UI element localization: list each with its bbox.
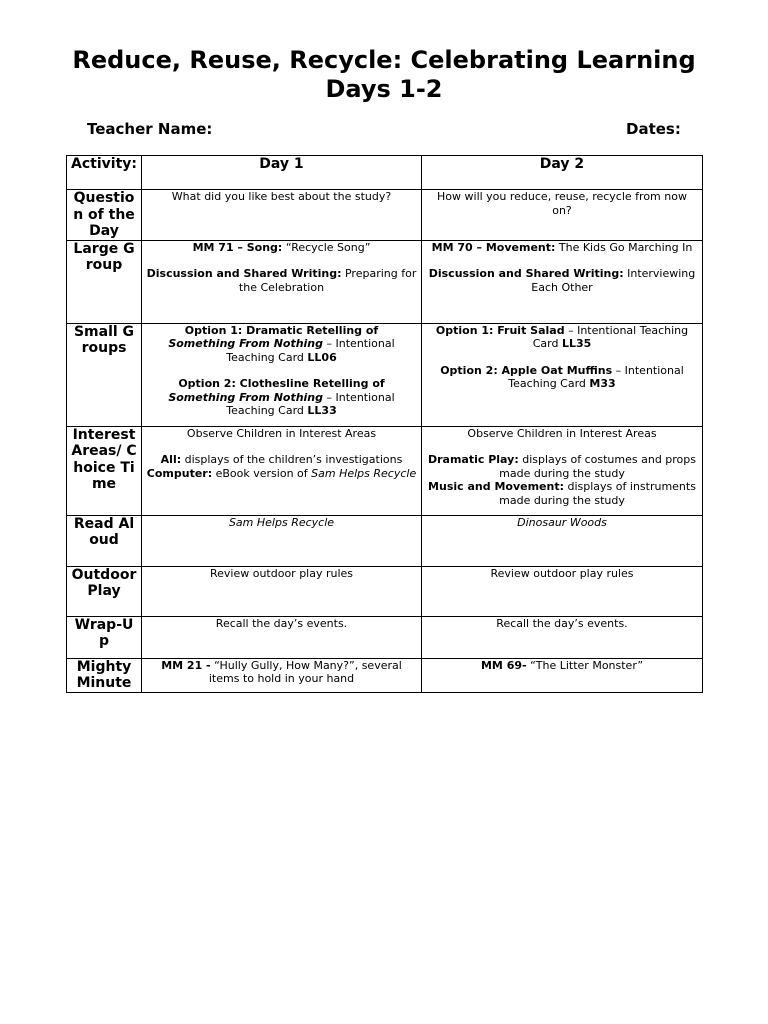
column-header-day-1: Day 1 — [142, 156, 422, 190]
cell-text: How will you reduce, reuse, recycle from now on? — [437, 190, 687, 217]
table-header-row — [67, 156, 703, 190]
book-title: Something From Nothing — [168, 337, 324, 350]
title-line-1: Reduce, Reuse, Recycle: Celebrating Learning — [72, 46, 696, 74]
mm-text: “Hully Gully, How Many?”, several items to hold in your hand — [208, 658, 402, 685]
option-2-text: – Intentional Teaching Card — [226, 390, 395, 417]
movement-label: MM 70 – Movement: — [431, 240, 556, 254]
day-2-cell — [422, 323, 703, 426]
music-movement-label: Music and Movement: — [428, 480, 564, 493]
day-1-cell — [142, 323, 422, 426]
music-movement-text: displays of instruments made during the study — [499, 480, 696, 507]
movement-title: The Kids Go Marching In — [555, 240, 693, 254]
activity-label: Outdoor Play — [67, 566, 142, 616]
computer-label: Computer: — [146, 466, 213, 480]
cell-text: Recall the day’s events. — [215, 616, 348, 630]
option-1-text: – Intentional Teaching Card — [226, 337, 395, 364]
table-row-read-aloud — [67, 515, 703, 566]
observe-text: Observe Children in Interest Areas — [186, 426, 377, 440]
table-row-large-group — [67, 240, 703, 323]
day-2-cell — [422, 658, 703, 692]
option-1-text: – Intentional Teaching Card — [532, 323, 689, 350]
day-1-cell — [142, 190, 422, 241]
discussion-topic: Interviewing Each Other — [531, 267, 696, 294]
day-1-cell — [142, 515, 422, 566]
all-text: displays of the children’s investigations — [181, 453, 403, 466]
book-title: Sam Helps Recycle — [228, 515, 335, 529]
cell-text: Review outdoor play rules — [209, 566, 354, 580]
mm-text: “The Litter Monster” — [526, 658, 644, 672]
activity-label: Small Groups — [67, 323, 142, 426]
table-row-interest-areas — [67, 426, 703, 515]
activity-label: Wrap-Up — [67, 616, 142, 658]
activity-label: Mighty Minute — [67, 658, 142, 692]
teaching-card-code: M33 — [589, 377, 616, 390]
day-2-cell — [422, 426, 703, 515]
day-1-cell — [142, 426, 422, 515]
table-row-small-groups — [67, 323, 703, 426]
discussion-label: Discussion and Shared Writing: — [146, 267, 342, 280]
day-1-cell — [142, 566, 422, 616]
activity-label: Question of the Day — [67, 190, 142, 241]
teaching-card-code: LL06 — [307, 350, 337, 364]
all-label: All: — [160, 453, 182, 466]
discussion-topic: Preparing for the Celebration — [238, 267, 417, 294]
dramatic-play-text: displays of costumes and props made during the study — [499, 453, 697, 480]
day-2-cell — [422, 566, 703, 616]
day-1-cell — [142, 240, 422, 323]
day-2-cell — [422, 616, 703, 658]
day-2-cell — [422, 190, 703, 241]
dramatic-play-label: Dramatic Play: — [427, 453, 519, 466]
title-line-2: Days 1-2 — [325, 75, 443, 103]
day-2-cell — [422, 515, 703, 566]
cell-text: Review outdoor play rules — [490, 566, 634, 580]
activity-label: Interest Areas/ Choice Time — [67, 426, 142, 515]
day-1-cell — [142, 658, 422, 692]
mm-label: MM 21 - — [161, 658, 211, 672]
computer-text: eBook version of — [212, 466, 312, 480]
day-1-cell — [142, 616, 422, 658]
table-row-question-of-the-day — [67, 190, 703, 241]
book-title: Something From Nothing — [168, 390, 324, 404]
lesson-plan-table — [66, 155, 703, 693]
ebook-title: Sam Helps Recycle — [311, 466, 417, 480]
activity-label: Large Group — [67, 240, 142, 323]
teaching-card-code: LL35 — [561, 337, 592, 350]
activity-label: Read Aloud — [67, 515, 142, 566]
teacher-name-label: Teacher Name: — [87, 120, 213, 138]
song-label: MM 71 – Song: — [192, 240, 283, 254]
option-2-label: Option 2: Clothesline Retelling of — [178, 377, 385, 390]
discussion-label: Discussion and Shared Writing: — [428, 267, 624, 280]
option-1-label: Option 1: Dramatic Retelling of — [184, 323, 379, 337]
observe-text: Observe Children in Interest Areas — [467, 426, 657, 440]
option-2-text: – Intentional Teaching Card — [508, 363, 684, 390]
table-row-outdoor-play — [67, 566, 703, 616]
table-row-wrap-up — [67, 616, 703, 658]
song-title: “Recycle Song” — [282, 240, 371, 254]
option-1-label: Option 1: Fruit Salad — [435, 323, 565, 337]
column-header-day-2: Day 2 — [422, 156, 703, 190]
mm-label: MM 69- — [480, 658, 527, 672]
dates-label: Dates: — [626, 120, 681, 138]
column-header-activity: Activity: — [67, 156, 142, 190]
page-title — [0, 46, 768, 104]
cell-text: Recall the day’s events. — [496, 616, 628, 630]
book-title: Dinosaur Woods — [517, 515, 607, 529]
teaching-card-code: LL33 — [307, 404, 337, 417]
table-row-mighty-minute — [67, 658, 703, 692]
day-2-cell — [422, 240, 703, 323]
cell-text: What did you like best about the study? — [171, 190, 392, 203]
option-2-label: Option 2: Apple Oat Muffins — [440, 363, 613, 377]
